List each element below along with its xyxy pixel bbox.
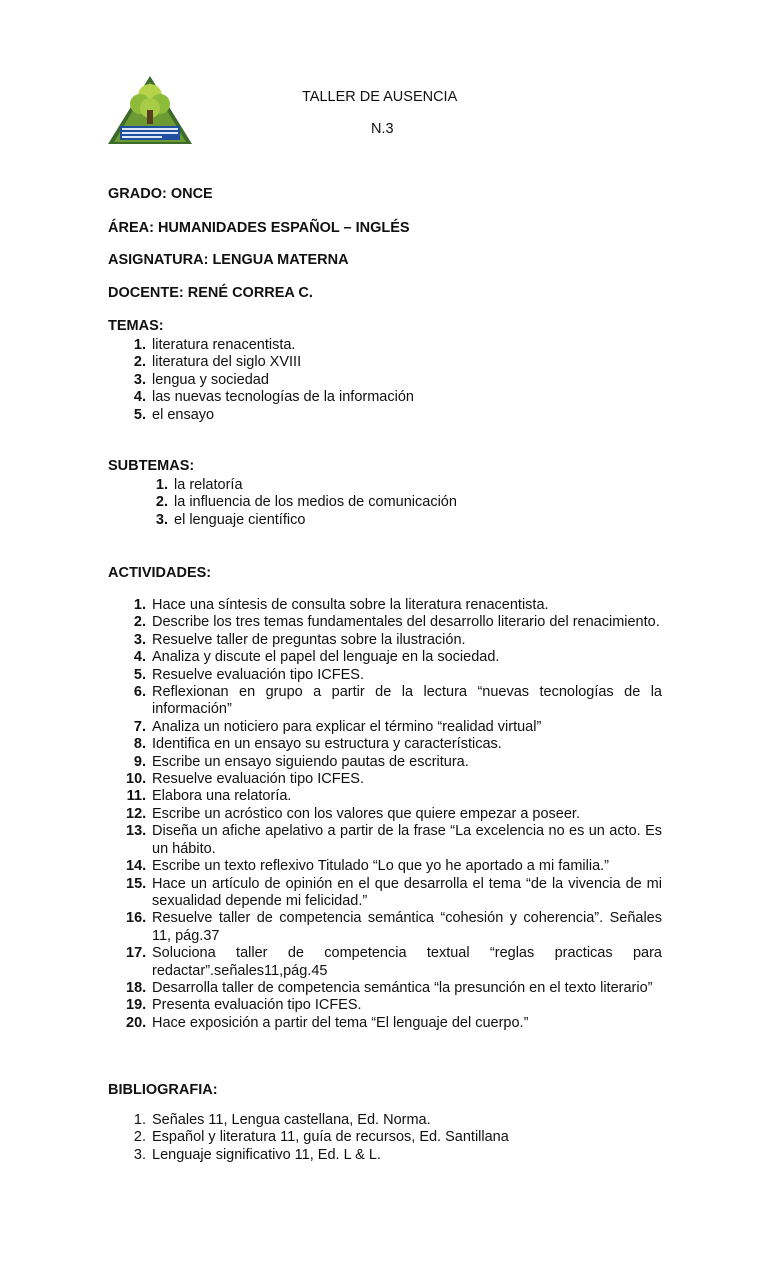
list-item: 3. Resuelve taller de preguntas sobre la ilustración. — [133, 631, 466, 648]
actividades-heading: ACTIVIDADES: — [108, 565, 212, 581]
list-item: 2. Describe los tres temas fundamentales del desarrollo literario del renacimiento. — [133, 614, 660, 631]
list-item: 20. Hace exposición a partir del tema “El lenguaje del cuerpo.” — [126, 1014, 529, 1031]
list-item: 1. Señales 11, Lengua castellana, Ed. Norma. — [133, 1112, 431, 1128]
title-text: TALLER DE AUSENCIA — [302, 89, 458, 105]
list-item: 16. Resuelve taller de competencia semántica “cohesión y coherencia”. Señales 11, pág.37 — [126, 910, 662, 944]
list-item: 15. Hace un artículo de opinión en el que desarrolla el tema “de la vivencia de mi sexualidad depende mi felicidad.” — [126, 875, 662, 909]
list-item: 5. Resuelve evaluación tipo ICFES. — [133, 666, 364, 683]
list-item: 8. Identifica en un ensayo su estructura y características. — [133, 736, 502, 753]
list-item: 7. Analiza un noticiero para explicar el término “realidad virtual” — [133, 718, 542, 735]
list-item: 11. Elabora una relatoría. — [126, 788, 292, 805]
bibliografia-heading: BIBLIOGRAFIA: — [108, 1082, 218, 1098]
title-number: N.3 — [371, 121, 394, 137]
list-item: 1. Hace una síntesis de consulta sobre la literatura renacentista. — [133, 597, 549, 613]
area-label: ÁREA: HUMANIDADES ESPAÑOL – INGLÉS — [108, 220, 410, 236]
list-item: 3. lengua y sociedad — [133, 371, 269, 388]
list-item: 2. literatura del siglo XVIII — [133, 354, 302, 371]
grado-label: GRADO: ONCE — [108, 186, 213, 202]
list-item: 17. Soluciona taller de competencia textual “reglas practicas para redactar”.señales11,pág.45 — [126, 945, 662, 979]
asignatura-label: ASIGNATURA: LENGUA MATERNA — [108, 252, 349, 268]
list-item: 2. Español y literatura 11, guía de recursos, Ed. Santillana — [133, 1129, 509, 1146]
list-item: 1. literatura renacentista. — [133, 337, 296, 353]
list-item: 9. Escribe un ensayo siguiendo pautas de escritura. — [133, 753, 469, 770]
list-item: 2. la influencia de los medios de comunicación — [155, 494, 457, 511]
list-item: 6. Reflexionan en grupo a partir de la lectura “nuevas tecnologías de la información” — [133, 684, 662, 718]
subtemas-list — [150, 477, 457, 529]
list-item: 10. Resuelve evaluación tipo ICFES. — [126, 771, 364, 788]
list-item: 4. las nuevas tecnologías de la información — [133, 389, 414, 406]
list-item: 18. Desarrolla taller de competencia semántica “la presunción en el texto literario” — [126, 979, 653, 996]
school-crest-logo — [106, 74, 194, 148]
bibliografia-list — [128, 1112, 509, 1164]
list-item: 5. el ensayo — [133, 406, 215, 423]
list-item: 14. Escribe un texto reflexivo Titulado “Lo que yo he aportado a mi familia.” — [126, 858, 609, 875]
temas-list — [128, 337, 414, 424]
list-item: 4. Analiza y discute el papel del lenguaje en la sociedad. — [133, 649, 500, 666]
list-item: 12. Escribe un acróstico con los valores que quiere empezar a poseer. — [126, 805, 580, 822]
subtemas-heading: SUBTEMAS: — [108, 458, 195, 474]
list-item: 3. Lenguaje significativo 11, Ed. L & L. — [133, 1146, 381, 1163]
list-item: 19. Presenta evaluación tipo ICFES. — [126, 997, 362, 1014]
list-item: 1. la relatoría — [155, 477, 243, 493]
temas-heading: TEMAS: — [108, 318, 164, 334]
docente-label: DOCENTE: RENÉ CORREA C. — [108, 285, 313, 301]
list-item: 3. el lenguaje científico — [155, 511, 306, 528]
actividades-list — [128, 597, 662, 1032]
list-item: 13. Diseña un afiche apelativo a partir de la frase “La excelencia no es un acto. Es un hábito. — [126, 823, 662, 857]
